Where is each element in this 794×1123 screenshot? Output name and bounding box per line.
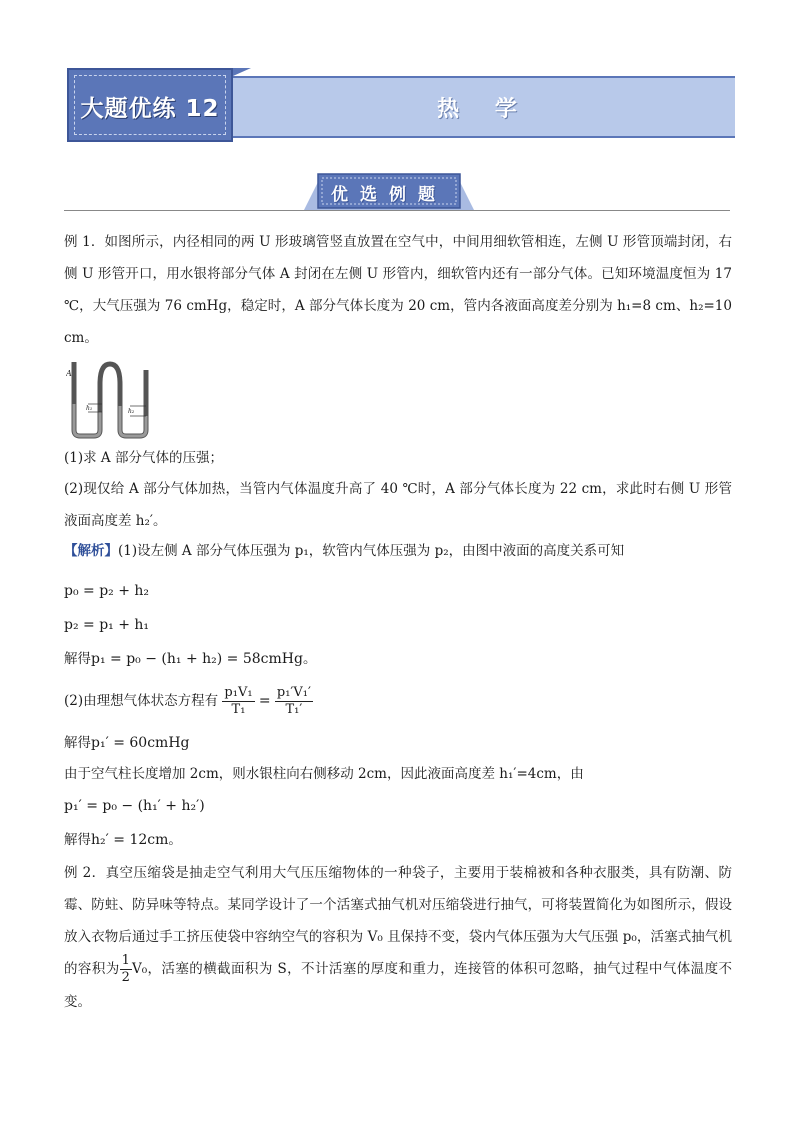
- solve-prefix-3: 解得: [64, 832, 91, 848]
- example2-text-tail: V₀，活塞的横截面积为 S，不计活塞的厚度和重力，连接管的体积可忽略，抽气过程中气体温度不变。: [64, 961, 733, 1010]
- banner-corner-decoration: [233, 68, 251, 76]
- example2-text: 例 2．真空压缩袋是抽走空气利用大气压压缩物体的一种袋子，主要用于装棉被和各种衣服类，具有防潮、防霉、防蛀、防异味等特点。某同学设计了一个活塞式抽气机对压缩袋进行抽气，可将装置简化为如图所示，假设放入衣物后通过手工挤压使袋中容纳空气的容积为 V₀ 且保持不变，袋内气体压强为大气压强 p₀，活塞式抽气机的容积为: [64, 865, 732, 977]
- fraction-right: [275, 685, 313, 718]
- equation-1: p₀ = p₂ + h₂: [64, 583, 150, 599]
- main-content: [64, 226, 732, 1018]
- figure-label-a: A: [66, 369, 72, 378]
- equation-5: p₁′ = 60cmHg: [91, 735, 190, 751]
- example2-fraction-numerator: 1: [121, 953, 130, 968]
- fraction-equals: =: [258, 693, 271, 709]
- fraction-right-numerator: p₁′V₁′: [276, 685, 311, 700]
- equation-6: p₁′ = p₀ − (h₁′ + h₂′): [64, 798, 205, 814]
- example2-fraction-denominator: 2: [121, 970, 130, 985]
- equation-7-line: [64, 823, 732, 857]
- figure-label-h1: h₁: [86, 405, 93, 412]
- example1-subquestion-2: (2)现仅给 A 部分气体加热，当管内气体温度升高了 40 ℃时，A 部分气体长度为 22 cm，求此时右侧 U 形管液面高度差 h₂′。: [64, 481, 732, 529]
- analysis-tag: 【解析】: [64, 543, 118, 559]
- part2-prefix: (2)由理想气体状态方程有: [64, 693, 219, 709]
- shift-explanation: 由于空气柱长度增加 2cm，则水银柱向右侧移动 2cm，因此液面高度差 h₁′=4cm，由: [64, 766, 584, 782]
- banner-label-box: [67, 68, 233, 142]
- period-mark-2: 。: [168, 832, 182, 848]
- example2-fraction: [120, 953, 132, 986]
- equation-2: p₂ = p₁ + h₁: [64, 617, 150, 633]
- example1-question: 例 1．如图所示，内径相同的两 U 形玻璃管竖直放置在空气中，中间用细软管相连，左侧 U 形管顶端封闭，右侧 U 形管开口，用水银将部分气体 A 封闭在左侧 U 形管内，细软管内还有一部分气体。已知环境温度恒为 17 ℃，大气压强为 76 cmHg，稳定时，A 部分气体长度为 20 cm，管内各液面高度差分别为 h₁=8 cm、h₂=10 cm。: [64, 234, 732, 346]
- equation-5-line: [64, 726, 732, 760]
- figure-label-h2: h₂: [128, 408, 135, 415]
- example2-question: [64, 857, 732, 1018]
- fraction-left: [222, 685, 254, 718]
- period-mark: 。: [302, 651, 317, 667]
- equation-3: p₁ = p₀ − (h₁ + h₂) = 58cmHg: [91, 651, 303, 667]
- solve-prefix-2: 解得: [64, 735, 91, 751]
- solve-prefix: 解得: [64, 651, 91, 667]
- section-badge-label: 优选例题: [331, 185, 447, 205]
- equation-3-line: [64, 642, 732, 676]
- example1-subquestion-1: (1)求 A 部分气体的压强；: [64, 450, 223, 466]
- fraction-right-denominator: T₁′: [285, 702, 303, 717]
- analysis-intro-line: [64, 537, 732, 566]
- fraction-left-denominator: T₁: [231, 702, 246, 717]
- ideal-gas-equation-line: [64, 684, 732, 718]
- banner-title-box: [233, 76, 735, 138]
- header-banner: [67, 68, 735, 142]
- u-tube-figure: [66, 358, 156, 440]
- equation-7: h₂′ = 12cm: [91, 832, 169, 848]
- banner-label: 大题优练 12: [80, 96, 220, 122]
- chapter-title: 热 学: [437, 97, 531, 122]
- section-badge: [304, 172, 474, 212]
- analysis-intro: (1)设左侧 A 部分气体压强为 p₁，软管内气体压强为 p₂，由图中液面的高度关系可知: [118, 543, 625, 559]
- fraction-left-numerator: p₁V₁: [224, 685, 253, 700]
